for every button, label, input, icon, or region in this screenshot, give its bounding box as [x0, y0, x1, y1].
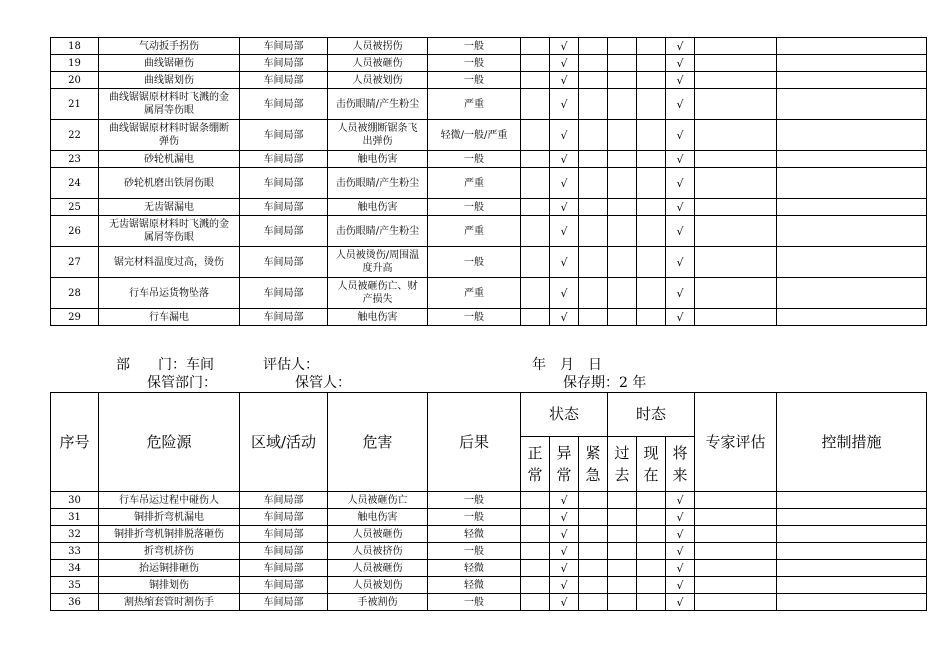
header-tense-present: 现在 [637, 437, 666, 492]
cell-tense-future: √ [666, 168, 695, 199]
cell-state-normal [521, 55, 550, 72]
cell-area: 车间局部 [240, 38, 328, 55]
cell-area: 车间局部 [240, 216, 328, 247]
cell-hazard: 铜排折弯机漏电 [99, 509, 240, 526]
table-row [51, 577, 927, 594]
cell-tense-present [637, 55, 666, 72]
retention-period-label: 保存期：2 年 [563, 375, 647, 391]
cell-result: 轻微 [428, 577, 521, 594]
cell-harm: 手被割伤 [328, 594, 428, 611]
cell-no: 23 [51, 151, 99, 168]
cell-hazard: 割热缩套管时割伤手 [99, 594, 240, 611]
table-row [51, 216, 927, 247]
cell-no: 33 [51, 543, 99, 560]
cell-hazard: 曲线锯砸伤 [99, 55, 240, 72]
date-label: 年 月 日 [532, 357, 602, 373]
cell-area: 车间局部 [240, 151, 328, 168]
cell-expert-assessment [695, 309, 777, 326]
cell-hazard: 曲线锯锯原材料时飞溅的金属屑等伤眼 [99, 89, 240, 120]
cell-expert-assessment [695, 278, 777, 309]
cell-harm: 击伤眼睛/产生粉尘 [328, 216, 428, 247]
cell-hazard: 无齿锯锯原材料时飞溅的金属屑等伤眼 [99, 216, 240, 247]
header-state: 状态 [521, 393, 608, 437]
cell-state-abnormal: √ [550, 168, 579, 199]
cell-state-abnormal: √ [550, 492, 579, 509]
cell-state-emergency [579, 89, 608, 120]
cell-result: 一般 [428, 309, 521, 326]
cell-tense-past [608, 120, 637, 151]
cell-state-normal [521, 120, 550, 151]
cell-hazard: 无齿锯漏电 [99, 199, 240, 216]
cell-hazard: 铜排折弯机铜排脱落砸伤 [99, 526, 240, 543]
table-row [51, 89, 927, 120]
cell-state-normal [521, 560, 550, 577]
cell-area: 车间局部 [240, 247, 328, 278]
cell-no: 31 [51, 509, 99, 526]
cell-tense-past [608, 38, 637, 55]
cell-tense-present [637, 526, 666, 543]
cell-expert-assessment [695, 247, 777, 278]
cell-area: 车间局部 [240, 278, 328, 309]
cell-tense-future: √ [666, 247, 695, 278]
cell-state-abnormal: √ [550, 577, 579, 594]
cell-state-emergency [579, 278, 608, 309]
table-row [51, 560, 927, 577]
cell-state-emergency [579, 560, 608, 577]
cell-tense-present [637, 199, 666, 216]
header-area: 区域/活动 [240, 393, 328, 492]
department-label: 部 门：车间 [116, 357, 214, 373]
cell-result: 轻微/一般/严重 [428, 120, 521, 151]
cell-hazard: 曲线锯锯原材料时锯条绷断弹伤 [99, 120, 240, 151]
cell-result: 一般 [428, 594, 521, 611]
cell-no: 24 [51, 168, 99, 199]
cell-tense-future: √ [666, 309, 695, 326]
cell-expert-assessment [695, 55, 777, 72]
header-state-normal: 正常 [521, 437, 550, 492]
cell-no: 20 [51, 72, 99, 89]
cell-harm: 人员被划伤 [328, 72, 428, 89]
cell-tense-future: √ [666, 278, 695, 309]
cell-no: 36 [51, 594, 99, 611]
cell-harm: 人员被砸伤亡 [328, 492, 428, 509]
cell-result: 一般 [428, 151, 521, 168]
table-row [51, 151, 927, 168]
cell-control-measures [777, 55, 927, 72]
cell-state-emergency [579, 168, 608, 199]
cell-state-emergency [579, 492, 608, 509]
cell-area: 车间局部 [240, 509, 328, 526]
cell-control-measures [777, 216, 927, 247]
cell-control-measures [777, 309, 927, 326]
cell-tense-future: √ [666, 89, 695, 120]
cell-control-measures [777, 89, 927, 120]
custodian-label: 保管人： [295, 375, 351, 391]
cell-expert-assessment [695, 560, 777, 577]
cell-control-measures [777, 38, 927, 55]
cell-no: 35 [51, 577, 99, 594]
cell-state-normal [521, 577, 550, 594]
cell-state-normal [521, 216, 550, 247]
cell-tense-present [637, 216, 666, 247]
cell-hazard: 行车吊运过程中碰伤人 [99, 492, 240, 509]
table-row [51, 247, 927, 278]
cell-state-normal [521, 594, 550, 611]
cell-no: 27 [51, 247, 99, 278]
cell-state-normal [521, 151, 550, 168]
cell-expert-assessment [695, 492, 777, 509]
cell-result: 严重 [428, 278, 521, 309]
header-expert-assessment: 专家评估 [695, 393, 777, 492]
cell-tense-past [608, 278, 637, 309]
cell-tense-future: √ [666, 120, 695, 151]
cell-tense-present [637, 168, 666, 199]
table-row [51, 278, 927, 309]
cell-state-abnormal: √ [550, 55, 579, 72]
cell-result: 轻微 [428, 526, 521, 543]
cell-state-normal [521, 247, 550, 278]
cell-harm: 人员被砸伤 [328, 55, 428, 72]
cell-area: 车间局部 [240, 543, 328, 560]
cell-state-abnormal: √ [550, 247, 579, 278]
cell-tense-future: √ [666, 526, 695, 543]
cell-state-abnormal: √ [550, 216, 579, 247]
table-row [51, 72, 927, 89]
cell-state-emergency [579, 247, 608, 278]
cell-hazard: 曲线锯划伤 [99, 72, 240, 89]
cell-no: 25 [51, 199, 99, 216]
cell-result: 一般 [428, 509, 521, 526]
cell-hazard: 折弯机挤伤 [99, 543, 240, 560]
cell-no: 26 [51, 216, 99, 247]
cell-area: 车间局部 [240, 577, 328, 594]
cell-tense-present [637, 247, 666, 278]
cell-tense-future: √ [666, 577, 695, 594]
table-row [51, 594, 927, 611]
cell-area: 车间局部 [240, 309, 328, 326]
cell-control-measures [777, 278, 927, 309]
cell-hazard: 铜排划伤 [99, 577, 240, 594]
cell-tense-past [608, 168, 637, 199]
cell-harm: 击伤眼睛/产生粉尘 [328, 89, 428, 120]
cell-harm: 人员被烫伤/周围温度升高 [328, 247, 428, 278]
cell-expert-assessment [695, 216, 777, 247]
cell-expert-assessment [695, 199, 777, 216]
cell-state-abnormal: √ [550, 309, 579, 326]
cell-control-measures [777, 120, 927, 151]
cell-tense-past [608, 509, 637, 526]
cell-hazard: 砂轮机漏电 [99, 151, 240, 168]
cell-tense-future: √ [666, 72, 695, 89]
cell-result: 轻微 [428, 560, 521, 577]
cell-tense-past [608, 560, 637, 577]
cell-tense-future: √ [666, 594, 695, 611]
cell-control-measures [777, 168, 927, 199]
cell-tense-present [637, 309, 666, 326]
cell-state-emergency [579, 72, 608, 89]
cell-result: 一般 [428, 543, 521, 560]
header-hazard: 危险源 [99, 393, 240, 492]
cell-tense-future: √ [666, 509, 695, 526]
table-row [51, 38, 927, 55]
cell-no: 32 [51, 526, 99, 543]
cell-result: 一般 [428, 492, 521, 509]
cell-tense-future: √ [666, 151, 695, 168]
cell-state-emergency [579, 309, 608, 326]
cell-expert-assessment [695, 72, 777, 89]
cell-tense-past [608, 55, 637, 72]
cell-tense-future: √ [666, 543, 695, 560]
cell-control-measures [777, 594, 927, 611]
cell-hazard: 行车漏电 [99, 309, 240, 326]
cell-control-measures [777, 560, 927, 577]
cell-tense-past [608, 526, 637, 543]
cell-control-measures [777, 543, 927, 560]
cell-control-measures [777, 492, 927, 509]
cell-tense-present [637, 560, 666, 577]
cell-state-normal [521, 278, 550, 309]
table-row [51, 168, 927, 199]
cell-state-emergency [579, 543, 608, 560]
cell-area: 车间局部 [240, 199, 328, 216]
cell-tense-present [637, 38, 666, 55]
cell-tense-present [637, 278, 666, 309]
cell-harm: 人员被砸伤 [328, 526, 428, 543]
cell-expert-assessment [695, 526, 777, 543]
cell-tense-past [608, 577, 637, 594]
table-row [51, 309, 927, 326]
cell-area: 车间局部 [240, 72, 328, 89]
cell-state-abnormal: √ [550, 120, 579, 151]
table-row [51, 55, 927, 72]
cell-state-normal [521, 89, 550, 120]
cell-state-emergency [579, 38, 608, 55]
header-result: 后果 [428, 393, 521, 492]
cell-expert-assessment [695, 38, 777, 55]
cell-harm: 触电伤害 [328, 309, 428, 326]
cell-state-abnormal: √ [550, 526, 579, 543]
cell-control-measures [777, 151, 927, 168]
cell-harm: 人员被划伤 [328, 577, 428, 594]
header-tense-past: 过去 [608, 437, 637, 492]
cell-tense-past [608, 72, 637, 89]
cell-expert-assessment [695, 120, 777, 151]
cell-harm: 人员被砸伤亡、财产损失 [328, 278, 428, 309]
cell-state-normal [521, 72, 550, 89]
cell-tense-past [608, 199, 637, 216]
assessor-label: 评估人： [263, 357, 319, 373]
cell-control-measures [777, 72, 927, 89]
cell-harm: 击伤眼睛/产生粉尘 [328, 168, 428, 199]
cell-no: 29 [51, 309, 99, 326]
cell-state-normal [521, 199, 550, 216]
cell-tense-present [637, 492, 666, 509]
cell-state-emergency [579, 55, 608, 72]
cell-hazard: 锯完材料温度过高，烫伤 [99, 247, 240, 278]
cell-harm: 触电伤害 [328, 199, 428, 216]
cell-state-abnormal: √ [550, 509, 579, 526]
cell-state-normal [521, 526, 550, 543]
table-row [51, 120, 927, 151]
cell-state-emergency [579, 199, 608, 216]
cell-tense-future: √ [666, 55, 695, 72]
cell-tense-past [608, 89, 637, 120]
cell-tense-past [608, 594, 637, 611]
cell-state-normal [521, 492, 550, 509]
header-tense: 时态 [608, 393, 695, 437]
cell-result: 一般 [428, 55, 521, 72]
cell-expert-assessment [695, 89, 777, 120]
header-state-abnormal: 异常 [550, 437, 579, 492]
cell-hazard: 行车吊运货物坠落 [99, 278, 240, 309]
table-row [51, 509, 927, 526]
table-header [51, 393, 927, 492]
cell-no: 28 [51, 278, 99, 309]
cell-no: 30 [51, 492, 99, 509]
cell-state-abnormal: √ [550, 594, 579, 611]
cell-result: 严重 [428, 89, 521, 120]
cell-area: 车间局部 [240, 492, 328, 509]
header-control-measures: 控制措施 [777, 393, 927, 492]
cell-harm: 人员被绷断锯条飞出弹伤 [328, 120, 428, 151]
cell-state-abnormal: √ [550, 38, 579, 55]
cell-state-normal [521, 309, 550, 326]
cell-expert-assessment [695, 577, 777, 594]
cell-state-abnormal: √ [550, 278, 579, 309]
cell-state-abnormal: √ [550, 89, 579, 120]
header-tense-future: 将来 [666, 437, 695, 492]
cell-expert-assessment [695, 168, 777, 199]
cell-tense-present [637, 72, 666, 89]
cell-area: 车间局部 [240, 168, 328, 199]
cell-tense-past [608, 309, 637, 326]
cell-result: 一般 [428, 72, 521, 89]
cell-state-normal [521, 168, 550, 199]
cell-state-emergency [579, 509, 608, 526]
cell-control-measures [777, 577, 927, 594]
header-no: 序号 [51, 393, 99, 492]
cell-tense-present [637, 89, 666, 120]
table-body-top [51, 38, 927, 326]
cell-result: 一般 [428, 38, 521, 55]
cell-tense-present [637, 151, 666, 168]
cell-control-measures [777, 199, 927, 216]
cell-area: 车间局部 [240, 526, 328, 543]
cell-state-abnormal: √ [550, 151, 579, 168]
cell-state-abnormal: √ [550, 543, 579, 560]
cell-tense-past [608, 247, 637, 278]
cell-tense-future: √ [666, 199, 695, 216]
cell-area: 车间局部 [240, 55, 328, 72]
cell-no: 22 [51, 120, 99, 151]
cell-state-emergency [579, 526, 608, 543]
cell-state-abnormal: √ [550, 199, 579, 216]
cell-state-emergency [579, 216, 608, 247]
cell-tense-present [637, 509, 666, 526]
cell-harm: 触电伤害 [328, 509, 428, 526]
cell-area: 车间局部 [240, 89, 328, 120]
cell-hazard: 气动扳手拐伤 [99, 38, 240, 55]
cell-result: 严重 [428, 168, 521, 199]
cell-no: 19 [51, 55, 99, 72]
cell-tense-future: √ [666, 216, 695, 247]
cell-no: 34 [51, 560, 99, 577]
cell-tense-present [637, 594, 666, 611]
cell-expert-assessment [695, 594, 777, 611]
custody-department-label: 保管部门： [147, 375, 217, 391]
table-row [51, 526, 927, 543]
cell-control-measures [777, 247, 927, 278]
cell-tense-present [637, 120, 666, 151]
cell-harm: 人员被拐伤 [328, 38, 428, 55]
cell-harm: 人员被挤伤 [328, 543, 428, 560]
cell-hazard: 砂轮机磨出铁屑伤眼 [99, 168, 240, 199]
header-harm: 危害 [328, 393, 428, 492]
cell-expert-assessment [695, 543, 777, 560]
cell-state-normal [521, 543, 550, 560]
cell-result: 严重 [428, 216, 521, 247]
cell-control-measures [777, 509, 927, 526]
cell-control-measures [777, 526, 927, 543]
table-row [51, 543, 927, 560]
cell-state-emergency [579, 151, 608, 168]
cell-no: 18 [51, 38, 99, 55]
cell-area: 车间局部 [240, 560, 328, 577]
cell-area: 车间局部 [240, 594, 328, 611]
cell-state-emergency [579, 577, 608, 594]
cell-tense-future: √ [666, 560, 695, 577]
cell-no: 21 [51, 89, 99, 120]
cell-tense-present [637, 543, 666, 560]
table-body-bottom [51, 492, 927, 611]
cell-tense-past [608, 216, 637, 247]
cell-state-emergency [579, 120, 608, 151]
cell-tense-future: √ [666, 38, 695, 55]
cell-state-normal [521, 509, 550, 526]
cell-state-normal [521, 38, 550, 55]
cell-tense-past [608, 492, 637, 509]
table-row [51, 199, 927, 216]
hazard-table-bottom [50, 392, 927, 611]
cell-state-abnormal: √ [550, 72, 579, 89]
cell-result: 一般 [428, 247, 521, 278]
cell-area: 车间局部 [240, 120, 328, 151]
cell-tense-future: √ [666, 492, 695, 509]
cell-expert-assessment [695, 151, 777, 168]
cell-tense-present [637, 577, 666, 594]
cell-tense-past [608, 543, 637, 560]
cell-tense-past [608, 151, 637, 168]
header-state-emergency: 紧急 [579, 437, 608, 492]
cell-hazard: 抬运铜排砸伤 [99, 560, 240, 577]
cell-state-emergency [579, 594, 608, 611]
cell-result: 一般 [428, 199, 521, 216]
table-row [51, 492, 927, 509]
hazard-table-top [50, 37, 927, 326]
cell-state-abnormal: √ [550, 560, 579, 577]
cell-harm: 人员被砸伤 [328, 560, 428, 577]
cell-expert-assessment [695, 509, 777, 526]
cell-harm: 触电伤害 [328, 151, 428, 168]
